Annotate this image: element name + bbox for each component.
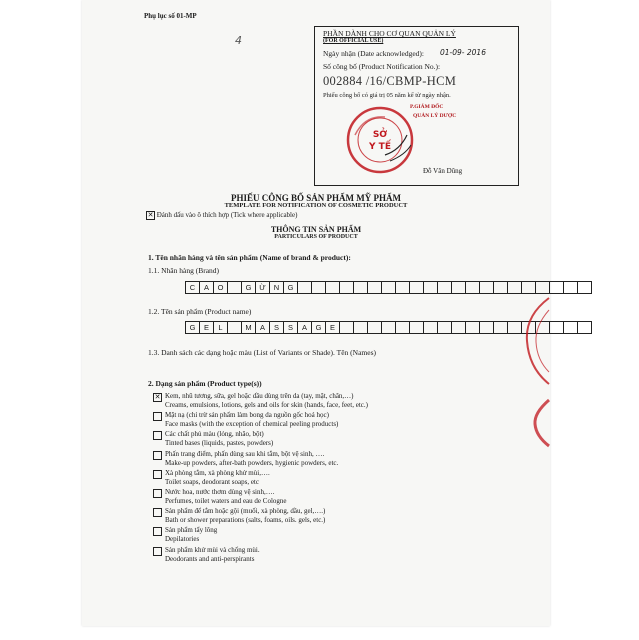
tick-note-text: Đánh dấu vào ô thích hợp (Tick where applicable)	[156, 211, 298, 220]
product-name-letter-cell[interactable]	[507, 321, 522, 334]
product-name-letter-cell[interactable]: A	[255, 321, 270, 334]
product-type-label-vi: Xà phòng tắm, xà phòng khử mùi,….	[165, 468, 270, 477]
product-name-letter-cell[interactable]: S	[269, 321, 284, 334]
product-type-label-en: Deodorants and anti-perspirants	[165, 554, 255, 563]
form-title: PHIẾU CÔNG BỐ SẢN PHẨM MỸ PHẨM	[231, 193, 401, 203]
product-type-checkbox[interactable]	[153, 489, 162, 498]
brand-letter-cell[interactable]	[339, 281, 354, 294]
product-name-letter-cell[interactable]	[437, 321, 452, 334]
date-acknowledged-label: Ngày nhận (Date acknowledged):	[323, 49, 425, 58]
variants-label: 1.3. Danh sách các dạng hoặc màu (List of Variants or Shade). Tên (Names)	[148, 348, 376, 357]
official-box-title-en: (FOR OFFICIAL USE)	[323, 38, 384, 44]
product-name-letter-cell[interactable]	[549, 321, 564, 334]
brand-letter-cell[interactable]	[409, 281, 424, 294]
brand-letter-cell[interactable]	[535, 281, 550, 294]
product-type-label-vi: Kem, nhũ tương, sữa, gel hoặc dầu dùng trên da (tay, mặt, chân,…)	[165, 392, 354, 400]
brand-letter-cell[interactable]	[367, 281, 382, 294]
brand-letter-cell[interactable]	[423, 281, 438, 294]
product-name-letter-cell[interactable]	[409, 321, 424, 334]
product-name-letter-cell[interactable]	[353, 321, 368, 334]
brand-letter-cell[interactable]	[381, 281, 396, 294]
official-use-box	[314, 26, 519, 186]
brand-label: 1.1. Nhãn hàng (Brand)	[148, 266, 220, 275]
product-type-checkbox[interactable]	[153, 508, 162, 517]
product-type-label-vi: Sản phẩm để tắm hoặc gội (muối, xà phòng, dầu, gel,….)	[165, 507, 326, 516]
brand-letter-cell[interactable]: G	[283, 281, 298, 294]
official-box-title: PHẦN DÀNH CHO CƠ QUAN QUẢN LÝ	[323, 29, 456, 38]
validity-note: Phiếu công bố có giá trị 05 năm kể từ ngày nhận.	[323, 92, 451, 99]
product-name-letter-cell[interactable]: M	[241, 321, 256, 334]
brand-letter-cell[interactable]	[451, 281, 466, 294]
brand-letter-cell[interactable]	[577, 281, 592, 294]
product-name-letter-cell[interactable]	[577, 321, 592, 334]
product-name-letter-cell[interactable]: S	[283, 321, 298, 334]
product-type-label-en: Face masks (with the exception of chemical peeling products)	[165, 420, 339, 429]
product-type-label-vi: Sản phẩm tẩy lông	[165, 526, 218, 535]
product-name-letter-cell[interactable]	[493, 321, 508, 334]
product-type-label-en: Creams, emulsions, lotions, gels and oils for skin (hands, face, feet, etc.)	[165, 401, 368, 409]
notification-number: 002884 /16/CBMP-HCM	[323, 74, 457, 88]
product-type-label-en: Perfumes, toilet waters and eau de Cologne	[165, 497, 287, 505]
svg-text:SỞ: SỞ	[372, 130, 388, 140]
product-name-letter-cell[interactable]: E	[325, 321, 340, 334]
product-type-label-en: Bath or shower preparations (salts, foams, oils. gels, etc.)	[165, 516, 326, 525]
tick-example-checkbox: ✕	[147, 211, 154, 219]
product-type-checkbox[interactable]	[153, 451, 162, 460]
brand-letter-cell[interactable]	[297, 281, 312, 294]
product-name-letter-cell[interactable]	[395, 321, 410, 334]
product-type-checkbox[interactable]	[153, 527, 162, 536]
product-type-label-vi: Phấn trang điểm, phấn dùng sau khi tắm, bột vệ sinh, ….	[165, 449, 325, 458]
document-page	[82, 0, 550, 626]
product-name-letter-cell[interactable]: L	[213, 321, 228, 334]
product-name-letter-cell[interactable]	[381, 321, 396, 334]
signer-role-2: QUẢN LÝ DƯỢC	[413, 113, 457, 119]
brand-letter-cell[interactable]: C	[185, 281, 200, 294]
signer-role-1: P.GIÁM ĐỐC	[410, 104, 444, 110]
brand-letter-cell[interactable]	[227, 281, 242, 294]
section-2-title: 2. Dạng sản phẩm (Product type(s))	[148, 379, 262, 388]
brand-letter-cell[interactable]: N	[269, 281, 284, 294]
brand-letter-cell[interactable]	[353, 281, 368, 294]
brand-letter-cell[interactable]: G	[241, 281, 256, 294]
product-type-label-vi: Mặt nạ (chỉ trừ sản phẩm làm bong da nguồn gốc hoá học)	[165, 411, 329, 420]
product-type-label-vi: Các chất phủ màu (lỏng, nhão, bột)	[165, 430, 264, 439]
section-title-en: PARTICULARS OF PRODUCT	[274, 234, 358, 240]
brand-letter-cell[interactable]	[549, 281, 564, 294]
date-acknowledged-value: 01-09- 2016	[440, 48, 486, 57]
brand-letter-cell[interactable]	[479, 281, 494, 294]
product-type-label-en: Make-up powders, after-bath powders, hygienic powders, etc.	[165, 458, 339, 467]
product-type-label-vi: Sản phẩm khử mùi và chống mùi.	[165, 545, 260, 554]
brand-letter-cell[interactable]: A	[199, 281, 214, 294]
product-type-checkbox[interactable]	[153, 547, 162, 556]
product-name-letter-cell[interactable]	[423, 321, 438, 334]
product-name-letter-cell[interactable]	[465, 321, 480, 334]
product-type-checkbox[interactable]	[153, 431, 162, 440]
product-name-letter-cell[interactable]	[339, 321, 354, 334]
brand-letter-cell[interactable]	[493, 281, 508, 294]
handwritten-page-number: 4	[235, 34, 242, 47]
appendix-label: Phụ lục số 01-MP	[144, 12, 197, 20]
product-name-letter-cell[interactable]: G	[311, 321, 326, 334]
brand-letter-cell[interactable]	[311, 281, 326, 294]
product-name-letter-cell[interactable]: G	[185, 321, 200, 334]
section-1-title: 1. Tên nhãn hàng và tên sản phẩm (Name of brand & product):	[148, 253, 351, 262]
tick-note	[146, 211, 297, 220]
product-name-letter-cell[interactable]: A	[297, 321, 312, 334]
svg-text:Y TẾ: Y TẾ	[369, 142, 391, 152]
product-type-checkbox[interactable]	[153, 412, 162, 421]
product-type-checkbox[interactable]: ✕	[154, 393, 161, 401]
official-seal-icon	[345, 105, 415, 175]
product-type-label-en: Toilet soaps, deodorant soaps, etc	[165, 477, 259, 486]
side-stamp-icon	[523, 296, 551, 386]
product-type-label-vi: Nước hoa, nước thơm dùng vệ sinh,….	[165, 488, 275, 496]
brand-letter-cell[interactable]	[325, 281, 340, 294]
product-name-letter-cell[interactable]	[227, 321, 242, 334]
product-name-letter-cell[interactable]	[563, 321, 578, 334]
product-name-letter-cell[interactable]: E	[199, 321, 214, 334]
brand-letter-cell[interactable]	[395, 281, 410, 294]
brand-letter-cell[interactable]: Ừ	[255, 281, 270, 294]
product-name-letter-cell[interactable]	[479, 321, 494, 334]
section-title: THÔNG TIN SẢN PHẨM	[270, 225, 362, 234]
product-name-label: 1.2. Tên sản phẩm (Product name)	[148, 307, 252, 316]
brand-letter-cell[interactable]	[437, 281, 452, 294]
brand-letter-cell[interactable]	[563, 281, 578, 294]
brand-letter-cell[interactable]: O	[213, 281, 228, 294]
product-type-checkbox[interactable]	[153, 470, 162, 479]
brand-letter-boxes[interactable]	[186, 281, 592, 294]
notification-number-label: Số công bố (Product Notification No.):	[323, 62, 441, 71]
brand-letter-cell[interactable]	[507, 281, 522, 294]
product-type-label-en: Depilatories	[165, 535, 200, 544]
signer-name: Đỗ Văn Dũng	[423, 167, 463, 175]
brand-letter-cell[interactable]	[465, 281, 480, 294]
product-name-letter-cell[interactable]	[367, 321, 382, 334]
brand-letter-cell[interactable]	[521, 281, 536, 294]
side-stamp-2-icon	[532, 398, 550, 448]
form-title-en: TEMPLATE FOR NOTIFICATION OF COSMETIC PRODUCT	[224, 202, 408, 209]
product-type-label-en: Tinted bases (liquids, pastes, powders)	[165, 439, 274, 448]
product-name-letter-cell[interactable]	[451, 321, 466, 334]
